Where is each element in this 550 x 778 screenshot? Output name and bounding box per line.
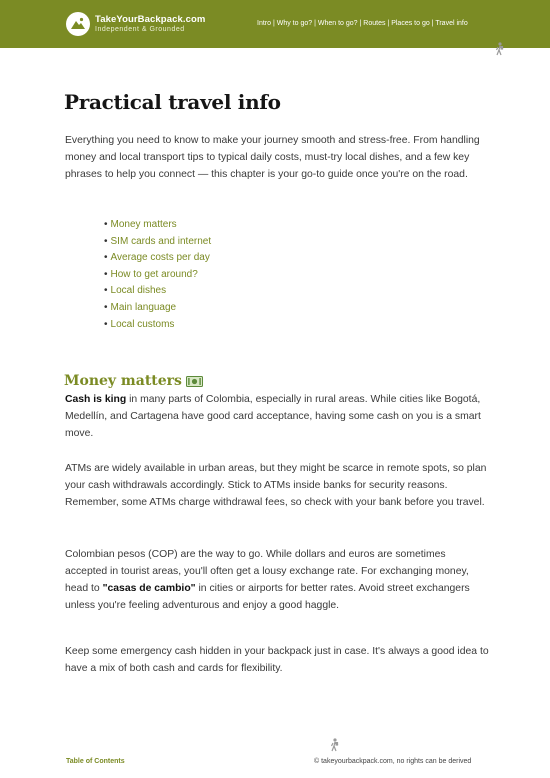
toc-item: • Average costs per day [104, 252, 210, 264]
hiker-icon-bottom [330, 738, 340, 757]
paragraph-pesos [65, 546, 490, 614]
nav-intro[interactable]: Intro [257, 20, 272, 27]
hiker-icon [495, 42, 505, 61]
money-icon [186, 375, 203, 388]
logo-icon[interactable] [66, 12, 90, 36]
section-heading-text: Money matters [64, 373, 182, 389]
paragraph-emergency-cash: Keep some emergency cash hidden in your backpack just in case. It's always a good idea to have a mix of both cash and cards for flexibility. [65, 646, 489, 674]
nav-places-to-go[interactable]: Places to go [391, 20, 430, 27]
toc-item: • Local dishes [104, 285, 167, 297]
toc-link-local-dishes[interactable]: Local dishes [110, 285, 167, 297]
toc-link-main-language[interactable]: Main language [110, 301, 177, 313]
section-list [104, 217, 211, 333]
footer-copyright: © takeyourbackpack.com, no rights can be derived [314, 758, 472, 765]
section-heading-money [64, 373, 203, 389]
paragraph-pesos-text-b: in cities or airports for better rates. Avoid street exchangers unless you're feeling adventurous and enjoy a good haggle. [65, 583, 470, 611]
top-navigation: Intro | Why to go? | When to go? | Routes | Places to go | Travel info [257, 20, 468, 27]
intro-paragraph: Everything you need to know to make your journey smooth and stress-free. From handling money and local transport tips to typical daily costs, must-try local dishes, and a few key phrases to help you connect — this chapter is your go-to guide once you're on the road. [65, 135, 480, 180]
toc-item: • Main language [104, 301, 177, 313]
nav-why-to-go[interactable]: Why to go? [276, 20, 313, 27]
paragraph-cash [65, 391, 490, 442]
bold-casas-de-cambio: "casas de cambio" [102, 583, 196, 594]
paragraph-pesos-text-a: Colombian pesos (COP) are the way to go. While dollars and euros are sometimes accepted in tourist areas, you'll often get a lousy exchange rate. For exchanging money, head to [65, 549, 469, 594]
table-of-contents-link[interactable]: Table of Contents [66, 758, 125, 765]
brand-tagline: Independent & Grounded [95, 26, 185, 33]
bold-cash-is-king: Cash is king [65, 394, 127, 405]
nav-when-to-go[interactable]: When to go? [317, 20, 358, 27]
toc-link-money-matters[interactable]: Money matters [110, 219, 177, 230]
toc-item: • How to get around? [104, 268, 198, 280]
toc-link-get-around[interactable]: How to get around? [110, 268, 198, 280]
paragraph-cash-text: in many parts of Colombia, especially in rural areas. While cities like Bogotá, Medellín, and Cartagena have good card acceptance, having some cash on you is a smart move. [65, 394, 481, 439]
page-title: Practical travel info [64, 90, 281, 114]
brand-name[interactable]: TakeYourBackpack.com [95, 14, 206, 25]
nav-routes[interactable]: Routes [363, 20, 386, 27]
top-header [0, 0, 550, 48]
toc-item: • Local customs [104, 318, 175, 330]
toc-item: • Money matters [104, 219, 177, 230]
toc-link-average-costs[interactable]: Average costs per day [110, 252, 210, 264]
paragraph-atms: ATMs are widely available in urban areas, but they might be scarce in remote spots, so plan your cash withdrawals accordingly. Stick to ATMs inside banks for security reasons. Remember, some ATMs charge withdrawal fees, so check with your bank before you travel. [65, 463, 487, 508]
nav-travel-info[interactable]: Travel info [435, 20, 468, 27]
toc-link-local-customs[interactable]: Local customs [110, 318, 175, 330]
toc-item: • SIM cards and internet [104, 235, 212, 247]
toc-link-sim-cards[interactable]: SIM cards and internet [110, 235, 212, 247]
